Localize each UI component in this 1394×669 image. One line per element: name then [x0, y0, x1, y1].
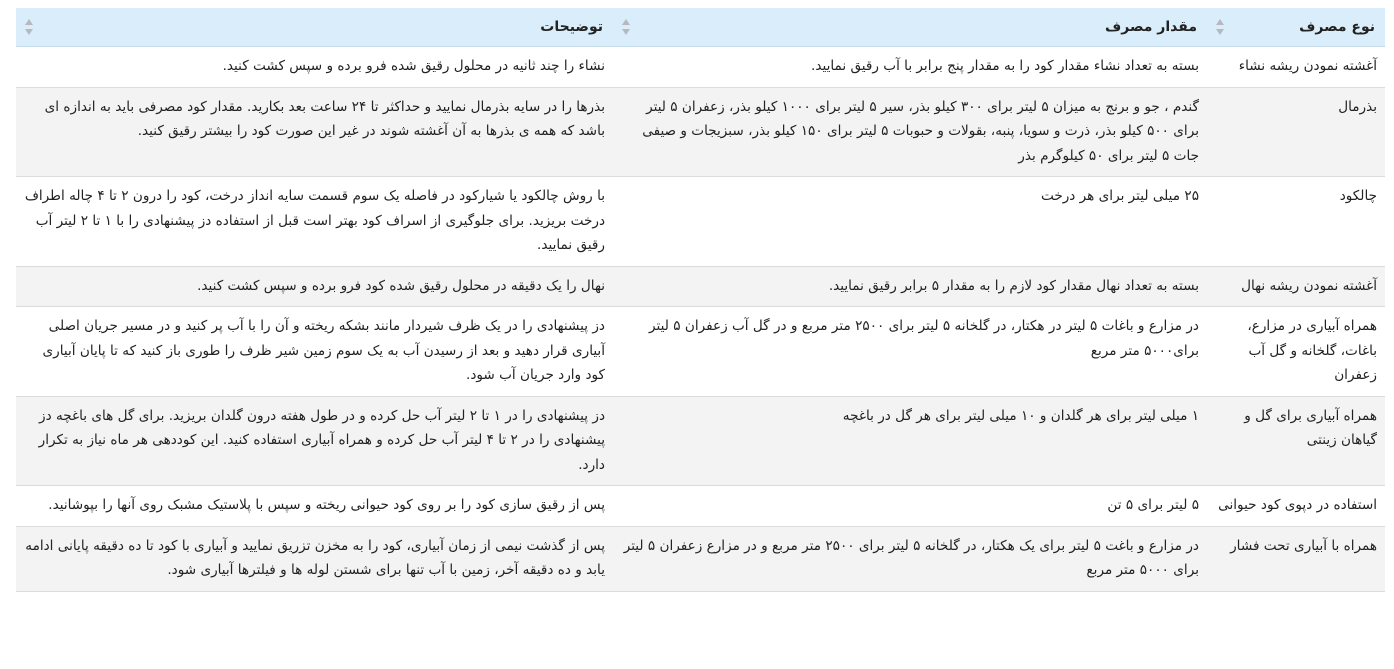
- cell-type: همراه با آبیاری تحت فشار: [1207, 526, 1385, 591]
- table-row: [16, 307, 1385, 397]
- cell-notes: با روش چالکود یا شیارکود در فاصله یک سوم قسمت سایه انداز درخت، کود را درون ۲ تا ۴ چاله اطراف درخت بریزید. برای جلوگیری از اسراف کود بهتر است قبل از استفاده دز پیشنهادی را با ۱ تا ۲ لیتر آب رقیق نمایید.: [16, 177, 613, 267]
- table-body: [16, 47, 1385, 592]
- cell-amount: ۲۵ میلی لیتر برای هر درخت: [613, 177, 1207, 267]
- cell-amount: در مزارع و باغت ۵ لیتر برای یک هکتار، در گلخانه ۵ لیتر برای ۲۵۰۰ متر مربع و در مزارع زعفران ۵ لیتر برای ۵۰۰۰ متر مربع: [613, 526, 1207, 591]
- cell-amount: گندم ، جو و برنج به میزان ۵ لیتر برای ۳۰۰ کیلو بذر، سیر ۵ لیتر برای ۱۰۰۰ کیلو بذر، زعفران ۵ لیتر برای ۵۰۰ کیلو بذر، ذرت و سویا، پنبه، بقولات و حبوبات ۵ لیتر برای ۱۵۰ کیلو بذر، سبزیجات و صیفی جات ۵ لیتر برای ۵۰ کیلوگرم بذر: [613, 87, 1207, 177]
- cell-notes: دز پیشنهادی را در یک ظرف شیردار مانند بشکه ریخته و آن را با آب پر کنید و در مسیر جریان اصلی آبیاری قرار دهید و بعد از رسیدن آب به یک سوم زمین شیر ظرف را طوری باز کنید که تا پایان آبیاری کود وارد جریان آب شود.: [16, 307, 613, 397]
- cell-type: آغشته نمودن ریشه نهال: [1207, 266, 1385, 307]
- cell-type: استفاده در دپوی کود حیوانی: [1207, 486, 1385, 527]
- column-header-amount[interactable]: [613, 8, 1207, 47]
- sort-arrows-icon[interactable]: [24, 17, 34, 37]
- column-header-type-label: نوع مصرف: [1299, 19, 1375, 35]
- table-row: [16, 486, 1385, 527]
- cell-amount: ۱ میلی لیتر برای هر گلدان و ۱۰ میلی لیتر برای هر گل در باغچه: [613, 396, 1207, 486]
- cell-type: چالکود: [1207, 177, 1385, 267]
- cell-notes: پس از گذشت نیمی از زمان آبیاری، کود را به مخزن تزریق نمایید و آبیاری با کود تا ده دقیقه پایانی ادامه یابد و ده دقیقه آخر، زمین با آب تنها برای شستن لوله ها و فیلترها آبیاری شود.: [16, 526, 613, 591]
- cell-type: همراه آبیاری برای گل و گیاهان زینتی: [1207, 396, 1385, 486]
- header-row: [16, 8, 1385, 47]
- table-row: [16, 266, 1385, 307]
- table-row: [16, 177, 1385, 267]
- cell-amount: ۵ لیتر برای ۵ تن: [613, 486, 1207, 527]
- table-header: [16, 8, 1385, 47]
- table-row: [16, 526, 1385, 591]
- column-header-type[interactable]: [1207, 8, 1385, 47]
- column-header-amount-label: مقدار مصرف: [1105, 19, 1197, 35]
- cell-amount: بسته به تعداد نهال مقدار کود لازم را به مقدار ۵ برابر رقیق نمایید.: [613, 266, 1207, 307]
- cell-notes: بذرها را در سایه بذرمال نمایید و حداکثر تا ۲۴ ساعت بعد بکارید. مقدار کود مصرفی باید به اندازه ای باشد که همه ی بذرها به آن آغشته شوند در غیر این صورت کود را بیشتر رقیق کنید.: [16, 87, 613, 177]
- cell-notes: پس از رقیق سازی کود را بر روی کود حیوانی ریخته و سپس با پلاستیک مشبک روی آنها را بپوشانید.: [16, 486, 613, 527]
- table-row: [16, 396, 1385, 486]
- cell-notes: نشاء را چند ثانیه در محلول رقیق شده فرو برده و سپس کشت کنید.: [16, 47, 613, 88]
- cell-notes: دز پیشنهادی را در ۱ تا ۲ لیتر آب حل کرده و در طول هفته درون گلدان بریزید. برای گل های باغچه دز پیشنهادی را در ۲ تا ۴ لیتر آب حل کرده و همراه آبیاری استفاده کنید. این کوددهی هر ماه نیاز به تکرار دارد.: [16, 396, 613, 486]
- cell-type: آغشته نمودن ریشه نشاء: [1207, 47, 1385, 88]
- cell-notes: نهال را یک دقیقه در محلول رقیق شده کود فرو برده و سپس کشت کنید.: [16, 266, 613, 307]
- cell-type: بذرمال: [1207, 87, 1385, 177]
- table-row: [16, 87, 1385, 177]
- column-header-notes-label: توضیحات: [540, 19, 603, 35]
- cell-amount: در مزارع و باغات ۵ لیتر در هکتار، در گلخانه ۵ لیتر برای ۲۵۰۰ متر مربع و در گل آب زعفران ۵ لیتر برای۵۰۰۰ متر مربع: [613, 307, 1207, 397]
- cell-type: همراه آبیاری در مزارع، باغات، گلخانه و گل آب زعفران: [1207, 307, 1385, 397]
- column-header-notes[interactable]: [16, 8, 613, 47]
- sort-arrows-icon[interactable]: [621, 17, 631, 37]
- cell-amount: بسته به تعداد نشاء مقدار کود را به مقدار پنج برابر با آب رقیق نمایید.: [613, 47, 1207, 88]
- sort-arrows-icon[interactable]: [1215, 17, 1225, 37]
- table-row: [16, 47, 1385, 88]
- usage-table-container: [16, 8, 1385, 592]
- usage-table: [16, 8, 1385, 592]
